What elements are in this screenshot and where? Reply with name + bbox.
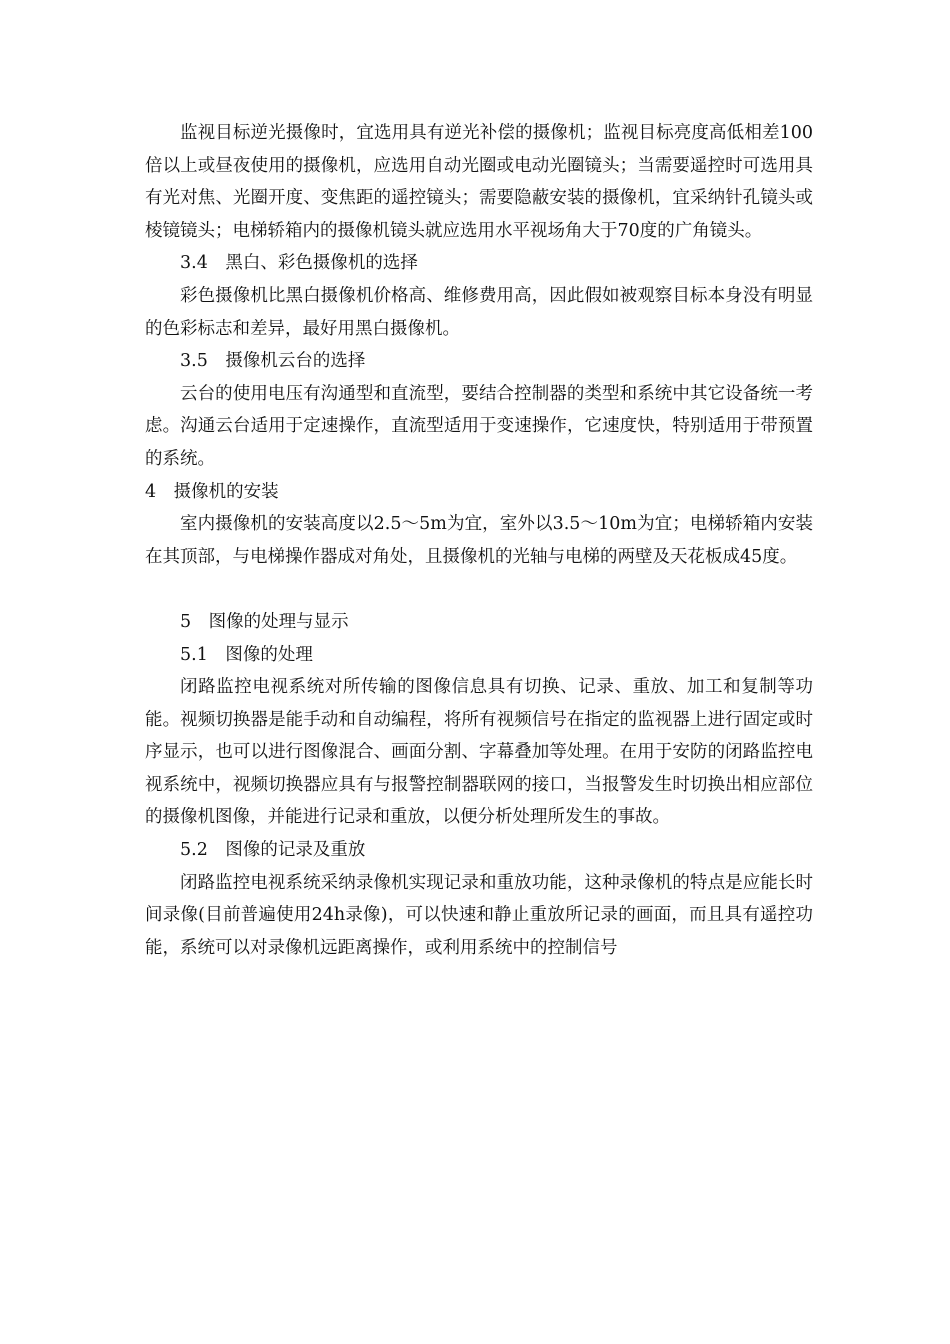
paragraph-recording-playback: 闭路监控电视系统采纳录像机实现记录和重放功能，这种录像机的特点是应能长时间录像(目前普遍使用24h录像)，可以快速和静止重放所记录的画面，而且具有遥控功能，系统可以对录像机远距离操作，或利用系统中的控制信号 — [145, 872, 813, 958]
paragraph-image-processing: 闭路监控电视系统对所传输的图像信息具有切换、记录、重放、加工和复制等功能。视频切换器是能手动和自动编程，将所有视频信号在指定的监视器上进行固定或时序显示，也可以进行图像混合、画面分割、字幕叠加等处理。在用于安防的闭路监控电视系统中，视频切换器应具有与报警控制器联网的接口，当报警发生时切换出相应部位的摄像机图像，并能进行记录和重放，以便分析处理所发生的事故。 — [145, 677, 813, 828]
heading-5: 5 图像的处理与显示 — [180, 611, 349, 632]
heading-5-2: 5.2 图像的记录及重放 — [180, 840, 366, 861]
heading-4: 4 摄像机的安装 — [145, 481, 279, 502]
heading-3-5: 3.5 摄像机云台的选择 — [180, 351, 366, 372]
heading-3-4: 3.4 黑白、彩色摄像机的选择 — [180, 253, 418, 274]
blank-line — [145, 573, 813, 606]
paragraph-color-bw: 彩色摄像机比黑白摄像机价格高、维修费用高，因此假如被观察目标本身没有明显的色彩标志和差异，最好用黑白摄像机。 — [145, 285, 813, 339]
document-body — [145, 117, 813, 964]
paragraph-backlight-lens: 监视目标逆光摄像时，宜选用具有逆光补偿的摄像机；监视目标亮度高低相差100倍以上或昼夜使用的摄像机，应选用自动光圈或电动光圈镜头；当需要遥控时可选用具有光对焦、光圈开度、变焦距的遥控镜头；需要隐蔽安装的摄像机，宜采纳针孔镜头或棱镜镜头；电梯轿箱内的摄像机镜头就应选用水平视场角大于70度的广角镜头。 — [145, 123, 813, 241]
paragraph-installation: 室内摄像机的安装高度以2.5～5m为宜，室外以3.5～10m为宜；电梯轿箱内安装在其顶部，与电梯操作器成对角处，且摄像机的光轴与电梯的两壁及天花板成45度。 — [145, 514, 813, 567]
paragraph-pan-tilt: 云台的使用电压有沟通型和直流型，要结合控制器的类型和系统中其它设备统一考虑。沟通云台适用于定速操作，直流型适用于变速操作，它速度快，特别适用于带预置的系统。 — [145, 383, 813, 469]
heading-5-1: 5.1 图像的处理 — [180, 644, 313, 665]
